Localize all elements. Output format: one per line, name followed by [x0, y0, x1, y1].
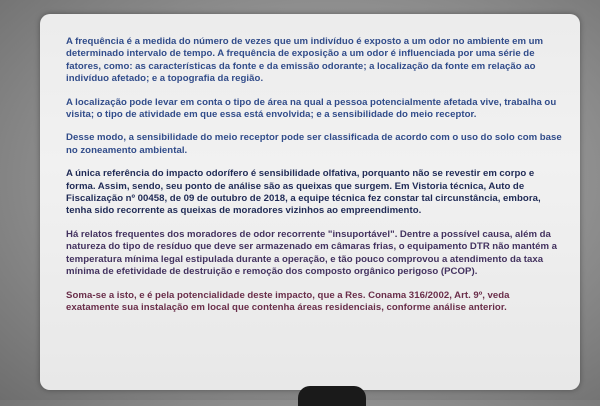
- paragraph-localization: A localização pode levar em conta o tipo de área na qual a pessoa potencialmente afetada vive, trabalha ou visita; o tipo de atividade em que essa está envolvida; e a sensibilidade do meio receptor.: [66, 96, 557, 121]
- paragraph-conama-resolution: Soma-se a isto, e é pela potencialidade deste impacto, que a Res. Conama 316/2002, Art. 9º, veda exatamente sua instalação em local que contenha áreas residenciais, conforme análise anterior.: [66, 289, 510, 313]
- projected-slide: [40, 14, 580, 390]
- camera-notch: [298, 386, 366, 406]
- paragraph-frequency: A frequência é a medida do número de vezes que um indivíduo é exposto a um odor no ambiente em um determinado intervalo de tempo. A frequência de exposição a um odor é influenciada por uma série de fatores, como: as características da fonte e da emissão odorante; a localização da fonte em relação ao indivíduo afetado; e a topografia da região.: [66, 36, 544, 85]
- paragraph-resident-reports: Há relatos frequentes dos moradores de odor recorrente "insuportável". Dentre a possível causa, além da natureza do tipo de resíduo que deve ser armazenado em câmaras frias, o equipamento DTR não mantém a temperatura mínima legal estipulada durante a operação, e tão pouco comprovou a atendimento da taxa mínima de efetividade de destruição e remoção dos composto orgânico perigoso (PCOP).: [66, 228, 558, 278]
- paragraph-odor-impact-reference: A única referência do impacto odorífero é sensibilidade olfativa, porquanto não se revestir em corpo e forma. Assim, sendo, seu ponto de análise são as queixas que surgem. Em Vistoria técnica, Auto de Fiscalização nº 00458, de 09 de outubro de 2018, a equipe técnica fez constar tal circunstância, embora, tenha sido recorrente as queixas de moradores vizinhos ao empreendimento.: [66, 168, 541, 217]
- paragraph-receptor-sensitivity: Desse modo, a sensibilidade do meio receptor pode ser classificada de acordo com o uso do solo com base no zoneamento ambiental.: [66, 132, 562, 156]
